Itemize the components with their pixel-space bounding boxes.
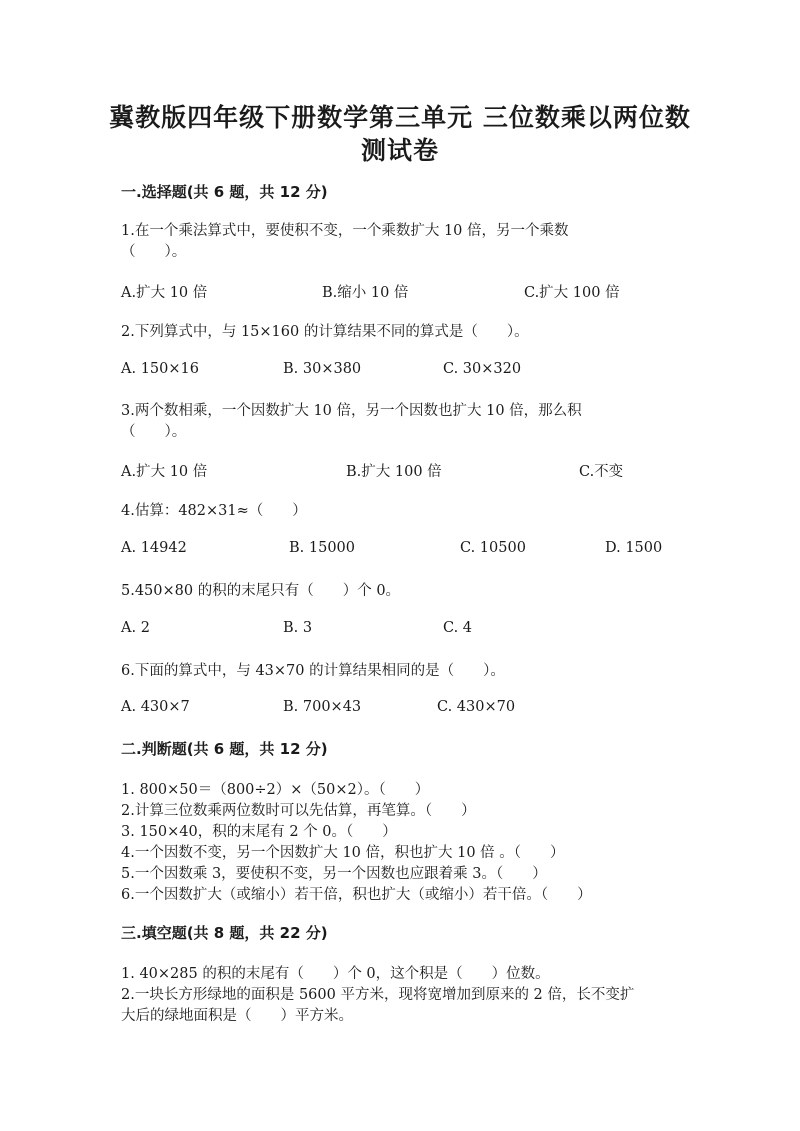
question-2-option-c[interactable]: C. 30×320 bbox=[443, 361, 522, 377]
judgement-item: 4.一个因数不变，另一个因数扩大 10 倍，积也扩大 10 倍 。（ ） bbox=[121, 845, 565, 861]
fill-in-item: 1. 40×285 的积的末尾有（ ）个 0，这个积是（ ）位数。 bbox=[121, 966, 550, 982]
question-2-stem: 2.下列算式中，与 15×160 的计算结果不同的算式是（ ）。 bbox=[121, 324, 529, 340]
judgement-item: 6.一个因数扩大（或缩小）若干倍，积也扩大（或缩小）若干倍。（ ） bbox=[121, 887, 592, 903]
question-5-option-b[interactable]: B. 3 bbox=[283, 620, 313, 636]
question-6-option-b[interactable]: B. 700×43 bbox=[283, 699, 362, 715]
judgement-item: 5.一个因数乘 3，要使积不变，另一个因数也应跟着乘 3。（ ） bbox=[121, 866, 547, 882]
question-5-option-c[interactable]: C. 4 bbox=[443, 620, 473, 636]
question-4-option-a[interactable]: A. 14942 bbox=[121, 540, 187, 556]
section-heading-choice: 一.选择题(共 6 题，共 12 分) bbox=[121, 183, 328, 201]
section-heading-fill-in: 三.填空题(共 8 题，共 22 分) bbox=[121, 924, 328, 942]
question-1-option-a[interactable]: A.扩大 10 倍 bbox=[121, 285, 208, 301]
fill-in-item: 2.一块长方形绿地的面积是 5600 平方米，现将宽增加到原来的 2 倍，长不变扩 bbox=[121, 987, 635, 1003]
judgement-item: 3. 150×40，积的末尾有 2 个 0。（ ） bbox=[121, 824, 397, 840]
question-3-stem-cont: （ ）。 bbox=[121, 424, 187, 440]
question-1-option-c[interactable]: C.扩大 100 倍 bbox=[524, 285, 620, 301]
question-1-stem: 1.在一个乘法算式中，要使积不变，一个乘数扩大 10 倍，另一个乘数 bbox=[121, 223, 569, 239]
question-5-option-a[interactable]: A. 2 bbox=[121, 620, 150, 636]
question-4-stem: 4.估算：482×31≈（ ） bbox=[121, 503, 307, 519]
section-heading-judgement: 二.判断题(共 6 题，共 12 分) bbox=[121, 740, 328, 758]
question-4-option-b[interactable]: B. 15000 bbox=[289, 540, 356, 556]
question-6-option-a[interactable]: A. 430×7 bbox=[121, 699, 190, 715]
question-3-option-a[interactable]: A.扩大 10 倍 bbox=[121, 464, 208, 480]
judgement-item: 2.计算三位数乘两位数时可以先估算，再笔算。（ ） bbox=[121, 803, 476, 819]
question-6-stem: 6.下面的算式中，与 43×70 的计算结果相同的是（ ）。 bbox=[121, 663, 505, 679]
question-1-stem-cont: （ ）。 bbox=[121, 244, 187, 260]
title-line-2: 测试卷 bbox=[360, 136, 439, 165]
question-4-option-d[interactable]: D. 1500 bbox=[605, 540, 663, 556]
judgement-item: 1. 800×50＝（800÷2）×（50×2）。（ ） bbox=[121, 782, 430, 798]
question-3-option-c[interactable]: C.不变 bbox=[579, 464, 624, 480]
fill-in-item-cont: 大后的绿地面积是（ ）平方米。 bbox=[121, 1008, 353, 1024]
question-3-stem: 3.两个数相乘，一个因数扩大 10 倍，另一个因数也扩大 10 倍，那么积 bbox=[121, 403, 582, 419]
question-1-option-b[interactable]: B.缩小 10 倍 bbox=[322, 285, 409, 301]
question-4-option-c[interactable]: C. 10500 bbox=[460, 540, 526, 556]
title-line-1: 冀教版四年级下册数学第三单元 三位数乘以两位数 bbox=[109, 103, 691, 132]
question-3-option-b[interactable]: B.扩大 100 倍 bbox=[346, 464, 442, 480]
question-5-stem: 5.450×80 的积的末尾只有（ ）个 0。 bbox=[121, 583, 401, 599]
question-2-option-b[interactable]: B. 30×380 bbox=[283, 361, 362, 377]
question-6-option-c[interactable]: C. 430×70 bbox=[437, 699, 516, 715]
question-2-option-a[interactable]: A. 150×16 bbox=[121, 361, 199, 377]
